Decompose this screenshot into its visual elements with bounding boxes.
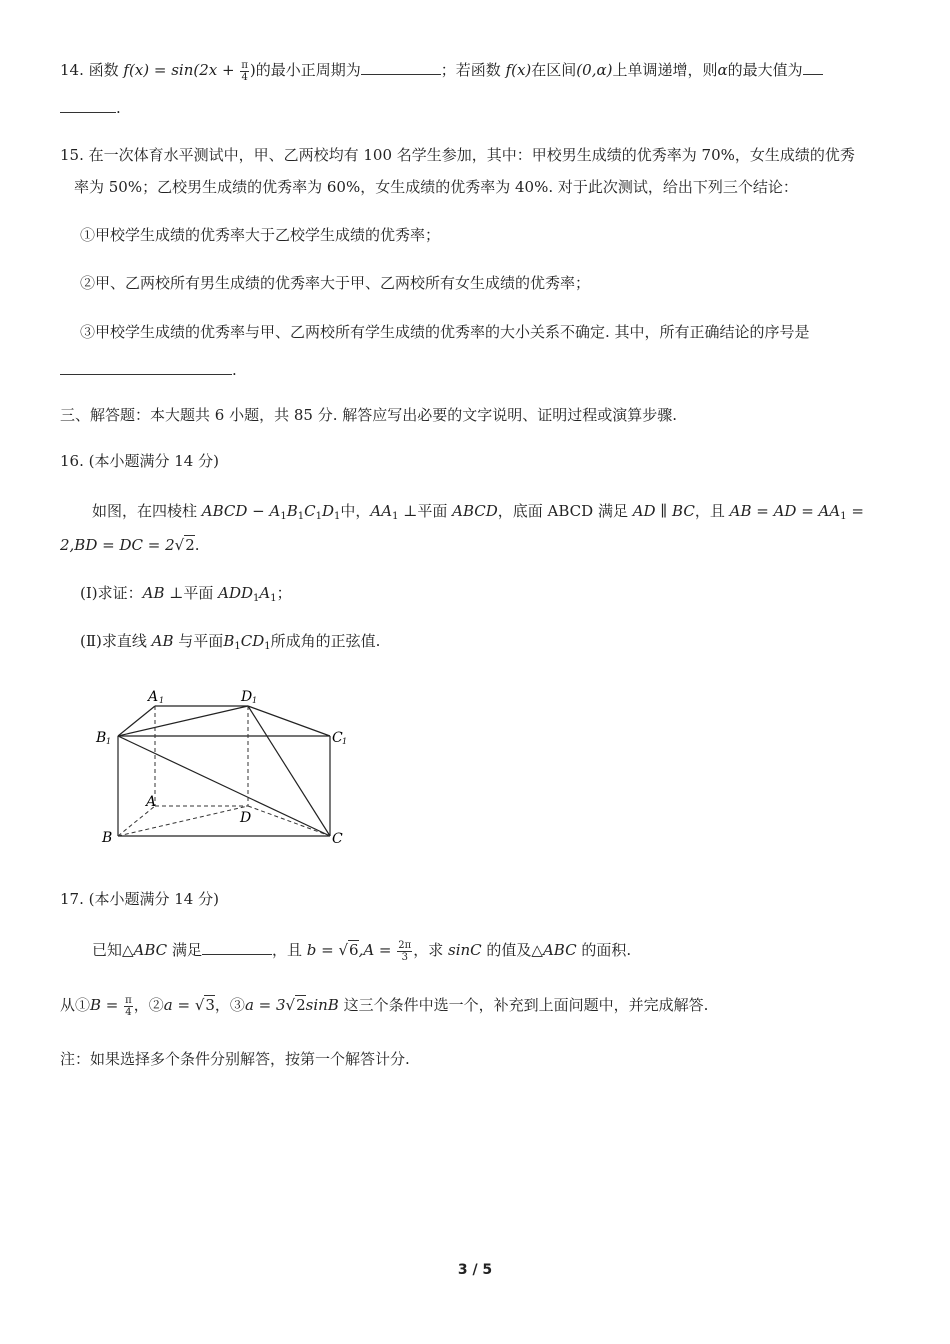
q16-line1: 如图，在四棱柱 ABCD − $A_1B_1C_1D_1$中，$AA_1$ ⊥平面 ABCD，底面 ABCD 满足 AD ∥ BC，且 AB = AD = $AA_1$ = xyxy=(92,502,864,522)
q17-line2: 从①B = $\frac{\pi}{4}$ ，②a = √3，③a = 3√2sinB 这三个条件中选一个，补充到上面问题中，并完成解答. xyxy=(60,994,709,1018)
q16-part-1: (Ⅰ)求证：AB ⊥平面 $ADD_1A_1$； xyxy=(80,584,292,604)
q15-conclusion-3: ③甲校学生成绩的优秀率与甲、乙两校所有学生成绩的优秀率的大小关系不确定. 其中，所有正确结论的序号是 xyxy=(80,323,810,341)
label-D1: D xyxy=(241,689,253,705)
q14-line1: 14. 函数 f(x) = sin(2x + $\frac{\pi}{4}$ )的最小正周期为 ；若函数 f(x)在区间(0,α)上单调递增，则α的最大值为 xyxy=(60,58,823,83)
q15-line2: 率为 50%；乙校男生成绩的优秀率为 60%，女生成绩的优秀率为 40%. 对于此次测试，给出下列三个结论： xyxy=(74,178,798,196)
q14-blank-2a[interactable] xyxy=(803,58,823,75)
q17-note: 注：如果选择多个条件分别解答，按第一个解答计分. xyxy=(60,1050,410,1068)
svg-text:1: 1 xyxy=(159,696,165,705)
svg-text:1: 1 xyxy=(252,696,258,705)
q15-blank[interactable] xyxy=(60,358,232,375)
q16-part-2: (Ⅱ)求直线 AB 与平面$B_1CD_1$所成角的正弦值. xyxy=(80,632,381,652)
q17-header: 17. (本小题满分 14 分) xyxy=(60,890,219,908)
svg-text:1: 1 xyxy=(342,737,348,746)
section-3-heading: 三、解答题：本大题共 6 小题，共 85 分. 解答应写出必要的文字说明、证明过程或演算步骤. xyxy=(60,406,678,424)
q15-line1: 15. 在一次体育水平测试中，甲、乙两校均有 100 名学生参加，其中：甲校男生成绩的优秀率为 70%，女生成绩的优秀 xyxy=(60,146,855,164)
q14-line2: . xyxy=(60,96,121,119)
q17-blank[interactable] xyxy=(202,938,272,955)
label-C1: C xyxy=(332,730,343,746)
label-B: B xyxy=(102,830,113,846)
q15-conclusion-2: ②甲、乙两校所有男生成绩的优秀率大于甲、乙两校所有女生成绩的优秀率； xyxy=(80,274,591,292)
prism-figure xyxy=(90,680,360,855)
q14-blank-1[interactable] xyxy=(361,58,441,75)
label-D: D xyxy=(240,810,252,826)
label-C: C xyxy=(332,831,343,847)
q15-answer-line: . xyxy=(60,358,237,381)
q14-text: 14. 函数 xyxy=(60,61,124,79)
q17-line1: 已知△ABC 满足 ，且 b = √6,A = $\frac{2\pi}{3}$ ，求 sinC 的值及△ABC 的面积. xyxy=(92,939,632,963)
svg-text:1: 1 xyxy=(106,737,112,746)
q16-header: 16. (本小题满分 14 分) xyxy=(60,452,219,470)
q14-fraction: $\frac{\pi}{4}$ xyxy=(241,59,248,83)
label-A1: A xyxy=(148,689,159,705)
page-number: 3 / 5 xyxy=(457,1262,493,1278)
label-B1: B xyxy=(96,730,107,746)
label-A: A xyxy=(146,794,157,810)
q15-conclusion-1: ①甲校学生成绩的优秀率大于乙校学生成绩的优秀率； xyxy=(80,226,441,244)
q14-function: f(x) = sin(2x + xyxy=(123,61,240,79)
q14-blank-2b[interactable] xyxy=(60,96,116,113)
q16-line2: 2,BD = DC = 2√2. xyxy=(60,536,200,554)
